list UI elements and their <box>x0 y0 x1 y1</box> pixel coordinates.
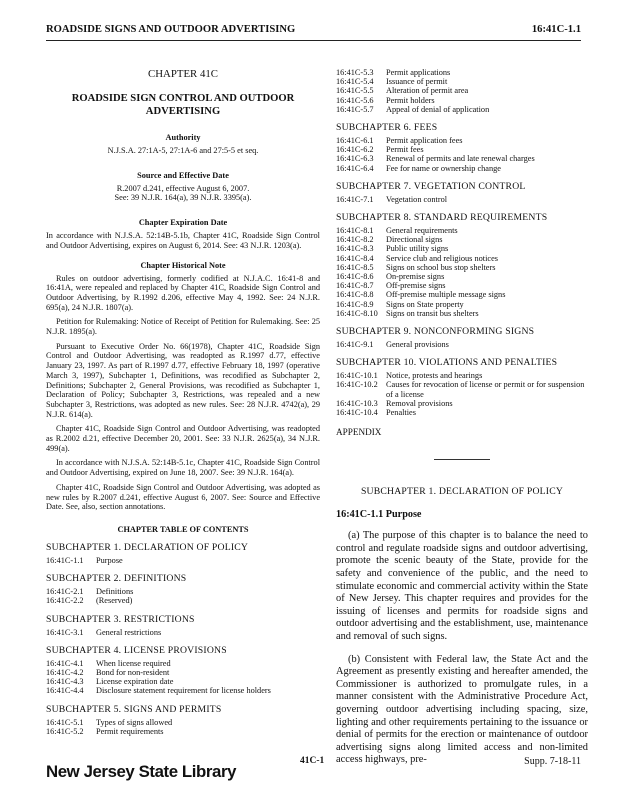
toc-section-title: When license required <box>96 658 171 668</box>
historical-note <box>46 274 320 512</box>
toc-section-title: Renewal of permits and late renewal charges <box>386 154 535 164</box>
body-paragraph: (a) The purpose of this chapter is to balance the need to control and regulate roadside signs and outdoor advertising, promote the scenic beauty of the State, provide for the safety and convenience of the public, and the need to stimulate economic and commercial activity within the State of New Jersey. This chapter requires and provides for the issuing of licenses and permits for roadside signs and outdoor advertising and the establishment, use, maintenance and removal of such signs. <box>336 530 588 643</box>
toc-section-number: 16:41C-10.2 <box>336 380 378 390</box>
toc-section-title: Permit holders <box>386 95 435 105</box>
page-number: 41C-1 <box>300 756 325 766</box>
historical-paragraph: Petition for Rulemaking: Notice of Receipt of Petition for Rulemaking. See: 25 N.J.R. 1895(a). <box>46 317 320 337</box>
toc-section-number: 16:41C-10.4 <box>336 408 378 418</box>
toc-subchapter-title: SUBCHAPTER 5. SIGNS AND PERMITS <box>46 703 222 715</box>
section-body <box>336 530 588 767</box>
toc-section-title: Fee for name or ownership change <box>386 163 501 173</box>
toc-section-title: Types of signs allowed <box>96 717 173 727</box>
section-heading: 16:41C-1.1 Purpose <box>336 509 422 521</box>
toc-entries <box>46 587 320 605</box>
source-heading: Source and Effective Date <box>137 170 229 180</box>
toc-section-number: 16:41C-4.4 <box>46 686 84 696</box>
supplement-date: Supp. 7-18-11 <box>524 756 581 767</box>
toc-entries <box>46 556 320 565</box>
toc-section-title: Directional signs <box>386 235 443 245</box>
historical-paragraph: Chapter 41C, Roadside Sign Control and Outdoor Advertising, was readopted as R.2002 d.21, effective December 20, 2001. See: 33 N.J.R. 2625(a), 34 N.J.R. 499(a). <box>46 424 320 453</box>
body-paragraph: (b) Consistent with Federal law, the State Act and the Agreement as presently existing and hereafter amended, the Commissioner is authorized to promulgate rules, in a manner consistent with the Administrative Procedure Act, governing outdoor advertising including spacing, size, lighting and other requirements pertaining to the issuance or denial of permits for the erection or maintenance of outdoor advertising signs along limited access and non-limited access highways, pre- <box>336 653 588 766</box>
toc-section-number: 16:41C-9.1 <box>336 340 374 350</box>
right-column <box>336 68 588 777</box>
historical-paragraph: Pursuant to Executive Order No. 66(1978), Chapter 41C, Roadside Sign Control and Outdoor Advertising, was readopted as R.1997 d.77, effective January 23, 1997. As part of R.1997 d.77, effective February 18, 1997 (operative March 3, 1997), Subchapter 1, Definitions, was recodified as Subchapter 2, Definitions; Subchapter 2, General Provisions, was recodified as Subchapter 1, Declaration of Policy; Subchapter 3, Restrictions, was repealed and a new Subchapter 3, Restrictions, was adopted as new rules. See: 28 N.J.R. 4742(a), 29 N.J.R. 614(a). <box>46 341 320 419</box>
toc-section-number: 16:41C-8.5 <box>336 262 374 272</box>
toc-continued <box>336 68 588 114</box>
toc-section-title: Off-premise signs <box>386 281 446 291</box>
toc-section-number: 16:41C-8.6 <box>336 272 374 282</box>
expiration-text: In accordance with N.J.S.A. 52:14B-5.1b, Chapter 41C, Roadside Sign Control and Outdoor Advertising, expires on August 6, 2014. See: 43 N.J.R. 1203(a). <box>46 231 320 250</box>
toc-section-number: 16:41C-6.1 <box>336 136 374 146</box>
toc-section-number: 16:41C-8.1 <box>336 226 374 236</box>
toc-section-title: License expiration date <box>96 677 174 687</box>
toc-heading: CHAPTER TABLE OF CONTENTS <box>117 524 249 534</box>
toc-subchapter-title: SUBCHAPTER 8. STANDARD REQUIREMENTS <box>336 212 548 224</box>
toc-subchapter-title: SUBCHAPTER 1. DECLARATION OF POLICY <box>46 541 249 553</box>
toc-section-number: 16:41C-6.2 <box>336 145 374 155</box>
toc-left <box>46 542 320 736</box>
source-line-1: R.2007 d.241, effective August 6, 2007. <box>116 183 250 193</box>
toc-section-title: Definitions <box>96 587 134 597</box>
toc-section-number: 16:41C-5.7 <box>336 104 374 114</box>
chapter-number: CHAPTER 41C <box>148 68 218 80</box>
historical-paragraph: Chapter 41C, Roadside Sign Control and Outdoor Advertising, was adopted as new rules by R.2007 d.241, effective August 6, 2007. See: Source and Effective Date. See, also, section annotations. <box>46 482 320 512</box>
toc-section-number: 16:41C-2.1 <box>46 587 84 597</box>
toc-section-title: Causes for revocation of license or permit or for suspension of a license <box>386 380 585 399</box>
toc-entries <box>336 136 588 173</box>
chapter-heading <box>46 68 320 118</box>
toc-section-title: Permit fees <box>386 145 424 155</box>
toc-section-number: 16:41C-10.1 <box>336 371 378 381</box>
page-footer <box>46 754 581 781</box>
toc-section-number: 16:41C-5.4 <box>336 77 374 87</box>
toc-section-number: 16:41C-4.2 <box>46 668 84 677</box>
toc-entries <box>336 340 588 349</box>
toc-section-title: Removal provisions <box>386 398 453 408</box>
toc-section-number: 16:41C-5.6 <box>336 95 374 105</box>
subchapter-heading: SUBCHAPTER 1. DECLARATION OF POLICY <box>360 486 564 498</box>
source-line-2: See: 39 N.J.R. 164(a), 39 N.J.R. 3395(a). <box>114 193 252 203</box>
toc-section-number: 16:41C-10.3 <box>336 398 378 408</box>
toc-section-title: Permit application fees <box>386 136 463 146</box>
historical-heading: Chapter Historical Note <box>140 260 226 270</box>
toc-section-title: Service club and religious notices <box>386 253 498 263</box>
toc-section-number: 16:41C-5.3 <box>336 68 374 77</box>
toc-section-number: 16:41C-4.1 <box>46 658 84 668</box>
toc-section-number: 16:41C-8.4 <box>336 253 374 263</box>
toc-section-number: 16:41C-4.3 <box>46 677 84 687</box>
running-header-section: 16:41C-1.1 <box>531 24 581 35</box>
toc-subchapter-title: SUBCHAPTER 7. VEGETATION CONTROL <box>336 180 526 192</box>
authority-heading: Authority <box>165 133 201 142</box>
toc-entries <box>336 371 588 417</box>
toc-section-number: 16:41C-6.4 <box>336 163 374 173</box>
section-divider <box>434 459 490 460</box>
toc-section-number: 16:41C-8.2 <box>336 235 374 245</box>
toc-section-number: 16:41C-3.1 <box>46 627 84 637</box>
toc-section-title: On-premise signs <box>386 272 445 282</box>
toc-section-title: General restrictions <box>96 627 162 637</box>
toc-section-title: Permit requirements <box>96 726 164 736</box>
toc-subchapter-title: SUBCHAPTER 4. LICENSE PROVISIONS <box>46 644 227 656</box>
toc-section-title: Signs on school bus stop shelters <box>386 262 496 272</box>
toc-section-title: Disclosure statement requirement for license holders <box>96 686 271 696</box>
toc-section-number: 16:41C-1.1 <box>46 555 84 565</box>
toc-subchapter-title: SUBCHAPTER 3. RESTRICTIONS <box>46 613 195 625</box>
toc-section-number: 16:41C-5.5 <box>336 86 374 96</box>
appendix-label: APPENDIX <box>336 427 382 438</box>
toc-entries <box>46 718 320 736</box>
left-column <box>46 68 320 736</box>
toc-section-title: Issuance of permit <box>386 77 448 87</box>
toc-section-title: Purpose <box>96 555 123 565</box>
toc-subchapter-title: SUBCHAPTER 2. DEFINITIONS <box>46 573 187 585</box>
toc-section-title: Notice, protests and hearings <box>386 371 483 381</box>
header-rule <box>46 40 581 41</box>
toc-subchapter-title: SUBCHAPTER 9. NONCONFORMING SIGNS <box>336 326 535 338</box>
toc-entries <box>336 195 588 204</box>
toc-section-number: 16:41C-7.1 <box>336 194 374 204</box>
historical-paragraph: In accordance with N.J.S.A. 52:14B-5.1c, Chapter 41C, Roadside Sign Control and Outdoor Advertising, expired on June 18, 2007. See: 39 N.J.R. 164(a). <box>46 458 320 478</box>
toc-section-number: 16:41C-5.1 <box>46 717 84 727</box>
toc-section-number: 16:41C-2.2 <box>46 596 84 606</box>
running-header <box>46 24 581 40</box>
toc-section-title: Penalties <box>386 408 416 418</box>
toc-entries <box>46 659 320 696</box>
toc-section-title: (Reserved) <box>96 596 133 606</box>
expiration-heading: Chapter Expiration Date <box>138 218 228 228</box>
toc-section-title: Public utility signs <box>386 244 449 254</box>
toc-section-title: General provisions <box>386 340 449 350</box>
toc-section-title: General requirements <box>386 226 458 236</box>
toc-section-title: Bond for non-resident <box>96 668 170 677</box>
toc-section-title: Alteration of permit area <box>386 86 469 96</box>
toc-section-title: Signs on transit bus shelters <box>386 308 479 318</box>
toc-section-number: 16:41C-5.2 <box>46 726 84 736</box>
toc-right <box>336 122 588 417</box>
toc-entries <box>336 226 588 318</box>
toc-entries <box>46 628 320 637</box>
toc-section-number: 16:41C-8.8 <box>336 290 374 300</box>
toc-subchapter-title: SUBCHAPTER 10. VIOLATIONS AND PENALTIES <box>336 357 558 369</box>
toc-section-title: Vegetation control <box>386 194 448 204</box>
toc-section-number: 16:41C-8.3 <box>336 244 374 254</box>
historical-paragraph: Rules on outdoor advertising, formerly codified at N.J.A.C. 16:41-8 and 16:41A, were repealed and replaced by Chapter 41C, Roadside Sign Control and Outdoor Advertising, by R.1992 d.206, effective May 4, 1992. See: 24 N.J.R. 695(a), 24 N.J.R. 1807(a). <box>46 273 320 312</box>
toc-section-title: Signs on State property <box>386 299 464 309</box>
toc-section-number: 16:41C-6.3 <box>336 154 374 164</box>
toc-section-title: Permit applications <box>386 68 451 77</box>
toc-section-title: Off-premise multiple message signs <box>386 290 506 300</box>
running-header-title: ROADSIDE SIGNS AND OUTDOOR ADVERTISING <box>46 24 296 35</box>
library-logo: New Jersey State Library <box>46 762 237 781</box>
authority-text: N.J.S.A. 27:1A-5, 27:1A-6 and 27:5-5 et seq. <box>107 146 259 155</box>
toc-section-number: 16:41C-8.10 <box>336 308 378 318</box>
toc-section-title: Appeal of denial of application <box>386 104 490 114</box>
chapter-title: ROADSIDE SIGN CONTROL AND OUTDOOR ADVERTISING <box>71 93 295 117</box>
toc-subchapter-title: SUBCHAPTER 6. FEES <box>336 122 438 134</box>
toc-section-number: 16:41C-8.7 <box>336 281 374 291</box>
toc-section-number: 16:41C-8.9 <box>336 299 374 309</box>
